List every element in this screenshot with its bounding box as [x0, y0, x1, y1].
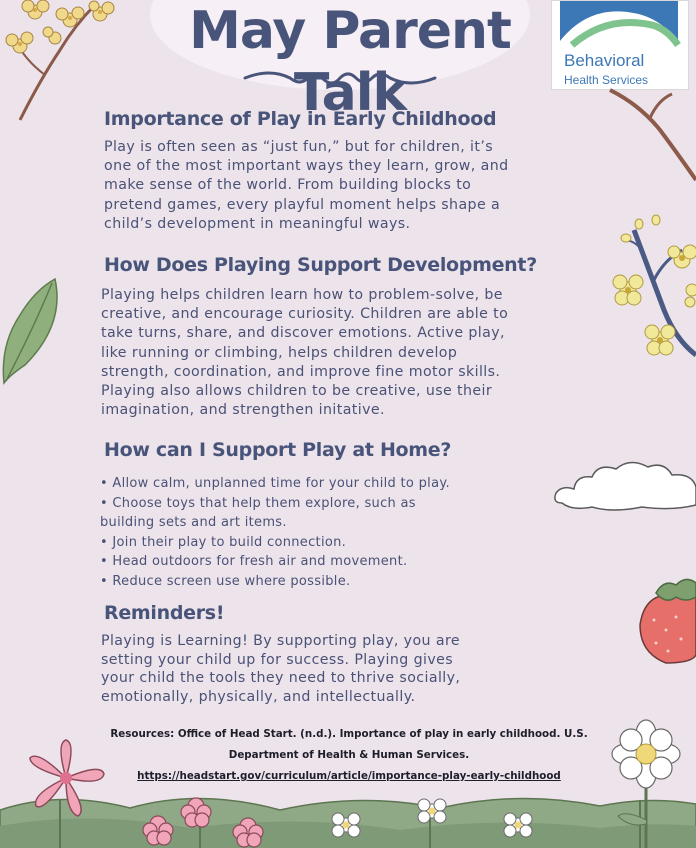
swirl-divider-icon: [240, 66, 440, 90]
text-line: one of the most important ways they learn, grow, and: [104, 158, 509, 175]
page-title: May Parent Talk: [189, 1, 511, 123]
list-item: • Reduce screen use where possible.: [100, 573, 351, 589]
section-heading-home: How can I Support Play at Home?: [104, 439, 452, 461]
pink-flower-icon: [26, 738, 106, 818]
text-line: Playing helps children learn how to problem-solve, be: [101, 287, 503, 303]
resources-line-2: Department of Health & Human Services.: [228, 749, 470, 761]
section-heading-development: How Does Playing Support Development?: [104, 254, 537, 276]
text-line: creative, and encourage curiosity. Children are able to: [101, 306, 509, 323]
white-daisy-icon: [606, 720, 686, 848]
leaf-icon: [0, 275, 62, 387]
text-line: take turns, share, and discover emotions. Active play,: [101, 325, 505, 342]
strawberry-icon: [636, 575, 696, 667]
text-line: imagination, and strengthen initative.: [101, 402, 385, 419]
branch-icon: [600, 80, 696, 190]
yellow-flower-branch-icon: [604, 210, 696, 370]
logo-subtitle: Health Services: [564, 73, 649, 87]
list-item: building sets and art items.: [100, 515, 287, 530]
text-line: strength, coordination, and improve fine motor skills.: [101, 363, 501, 380]
text-line: like running or climbing, helps children develop: [101, 344, 458, 361]
text-line: pretend games, every playful moment helps shape a: [104, 196, 501, 213]
resources-line-1: Resources: Office of Head Start. (n.d.). Importance of play in early childhood. U.S.: [110, 728, 588, 740]
section-text-development: [101, 286, 508, 420]
text-line: your child the tools they need to thrive socially,: [101, 670, 461, 686]
text-line: child’s development in meaningful ways.: [104, 215, 411, 232]
list-item: • Allow calm, unplanned time for your child to play.: [100, 476, 450, 491]
text-line: Playing is Learning! By supporting play, you are: [101, 633, 461, 649]
text-line: setting your child up for success. Playing gives: [101, 651, 454, 668]
resources-link[interactable]: https://headstart.gov/curriculum/article/importance-play-early-childhood: [137, 770, 561, 782]
cloud-icon: [552, 455, 696, 515]
text-line: Play is often seen as “just fun,” but for children, it’s: [104, 139, 494, 155]
list-item: • Join their play to build connection.: [100, 534, 347, 550]
section-heading-importance: Importance of Play in Early Childhood: [104, 108, 497, 130]
list-item: • Choose toys that help them explore, such as: [100, 495, 416, 511]
pink-flower-small-icon: [140, 790, 280, 848]
list-item: • Head outdoors for fresh air and movement.: [100, 554, 408, 569]
text-line: emotionally, physically, and intellectually.: [101, 688, 416, 705]
white-daisy-small-icon: [328, 795, 548, 848]
text-line: make sense of the world. From building blocks to: [104, 177, 472, 194]
section-heading-reminders: Reminders!: [104, 602, 225, 624]
behavioral-health-logo: [551, 0, 689, 90]
logo-name: Behavioral: [564, 51, 645, 70]
text-line: Playing also allows children to be creative, use their: [101, 383, 493, 400]
section-text-reminders: [101, 632, 460, 706]
section-bullets-home: [100, 474, 520, 591]
logo-wave-icon: [552, 1, 686, 51]
section-text-importance: [104, 138, 509, 234]
